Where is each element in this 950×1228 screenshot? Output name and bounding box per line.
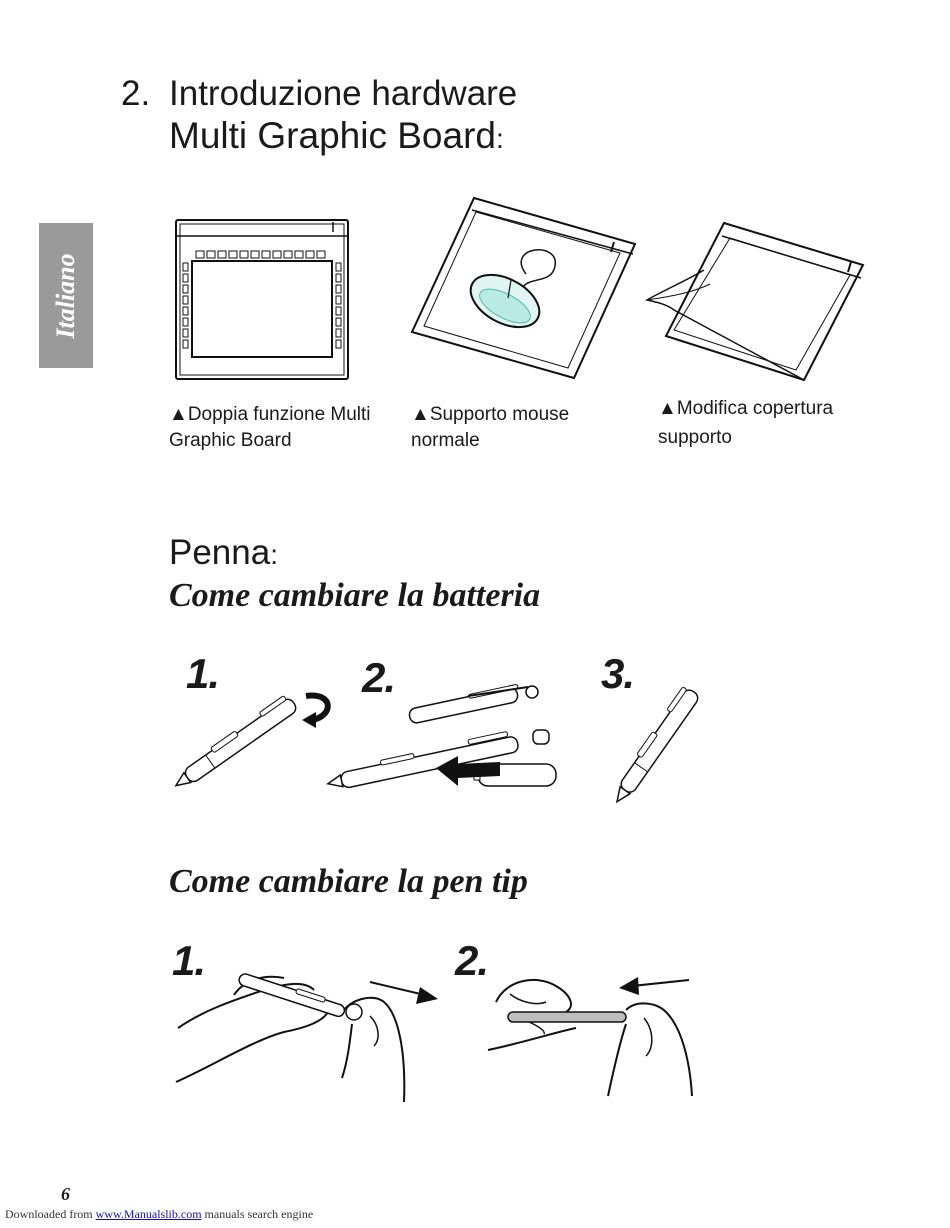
download-footer: Downloaded from www.Manualslib.com manuals search engine (5, 1207, 314, 1221)
hands-insert-tip-illustration (486, 972, 698, 1102)
pen-section-title: Penna: (169, 533, 278, 572)
triangle-marker-icon: ▲ (658, 398, 677, 419)
pen-tip-heading: Come cambiare la pen tip (169, 863, 528, 900)
section-subtitle (169, 115, 504, 157)
tip-step-1: 1. (172, 937, 206, 984)
battery-step-2: 2. (362, 654, 396, 701)
hands-remove-tip-illustration (174, 970, 444, 1110)
cover-tablet-illustration (644, 220, 866, 382)
subtitle-colon: : (495, 123, 504, 154)
tablet-illustration (174, 218, 350, 381)
caption-cover-change: ▲Modifica copertura supporto (658, 398, 834, 448)
page-number: 6 (61, 1184, 70, 1204)
pen-twist-illustration (166, 686, 336, 790)
language-side-tab (39, 223, 93, 368)
manualslib-link[interactable]: www.Manualslib.com (95, 1207, 202, 1221)
section-number: 2. (121, 74, 151, 113)
section-title: Introduzione hardware (169, 74, 518, 113)
caption-multi-board: ▲Doppia funzione Multi Graphic Board (169, 404, 371, 451)
subtitle-text: Multi Graphic Board (169, 115, 496, 156)
battery-heading: Come cambiare la batteria (169, 577, 541, 614)
triangle-marker-icon: ▲ (411, 404, 430, 425)
battery-step-1: 1. (186, 650, 220, 697)
caption-mouse-support: ▲Supporto mouse normale (411, 404, 570, 451)
mouse-on-tablet-illustration (410, 196, 638, 380)
pen-open-battery-illustration (318, 684, 564, 796)
pen-assembled-illustration (600, 680, 712, 810)
battery-step-3: 3. (601, 650, 635, 697)
triangle-marker-icon: ▲ (169, 404, 188, 425)
language-label: Italiano (51, 252, 80, 339)
tip-step-2: 2. (455, 937, 489, 984)
